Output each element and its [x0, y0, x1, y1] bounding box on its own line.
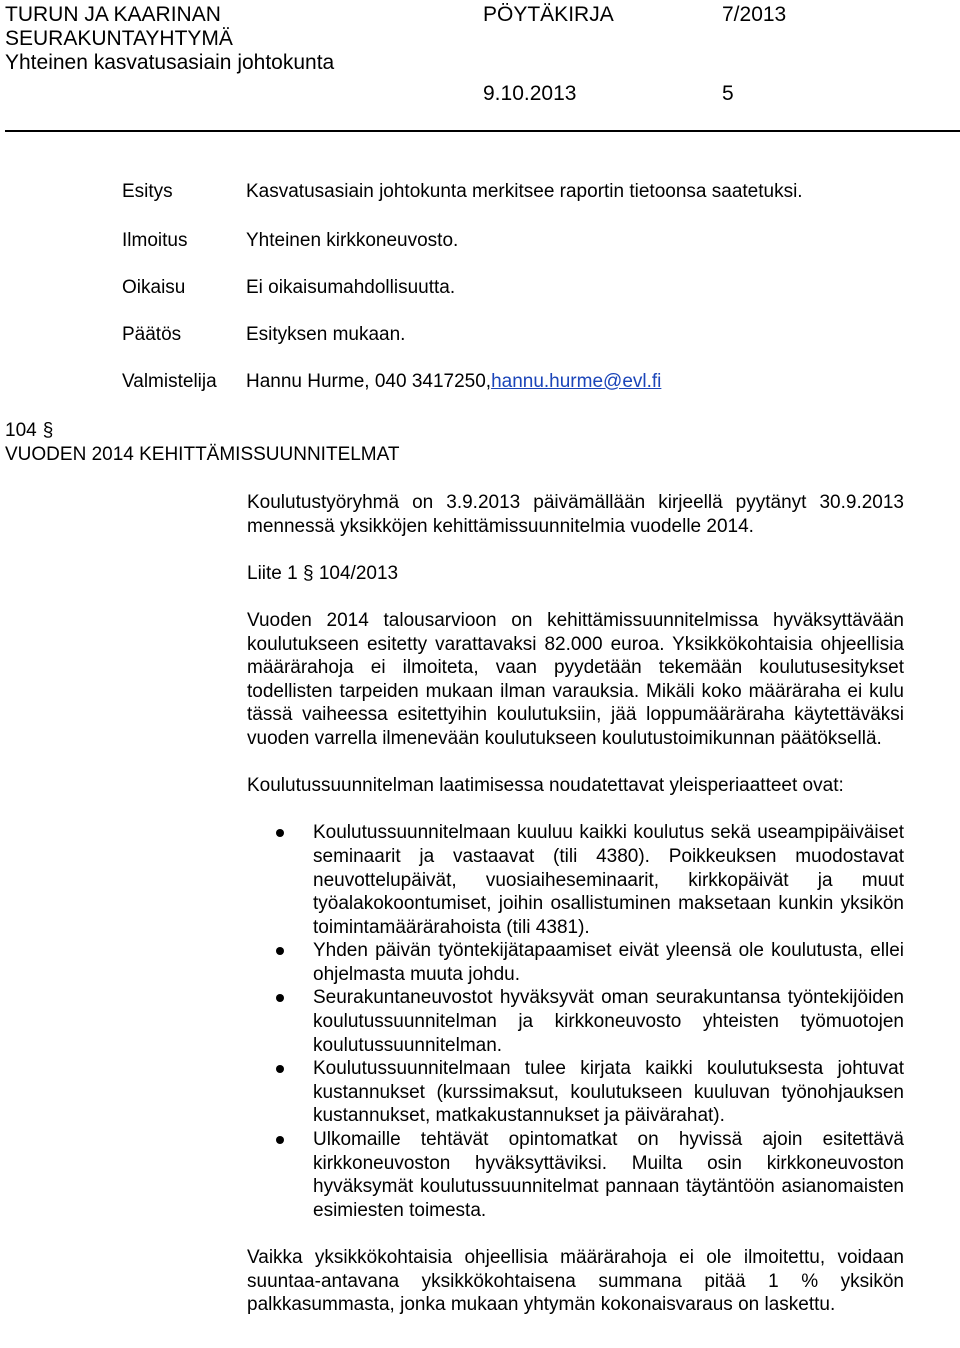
- oikaisu-label: Oikaisu: [122, 277, 186, 298]
- principles-heading: Koulutussuunnitelman laatimisessa noudatettavat yleisperiaatteet ovat:: [247, 775, 844, 797]
- list-item: [247, 821, 904, 939]
- page-number: 5: [722, 82, 734, 105]
- list-item: [247, 939, 904, 986]
- list-item: [247, 1057, 904, 1128]
- section-number: 104: [5, 420, 37, 441]
- meta-row-oikaisu: [122, 277, 455, 299]
- meeting-date: 9.10.2013: [483, 82, 577, 105]
- intro-paragraph: Koulutustyöryhmä on 3.9.2013 päivämällään kirjeellä pyytänyt 30.9.2013 mennessä yksikköjen kehittämissuunnitelmia vuodelle 2014.: [247, 492, 904, 537]
- principles-list: [247, 821, 904, 1222]
- closing-paragraph: Vaikka yksikkökohtaisia ohjeellisia määrärahoja ei ole ilmoitettu, voidaan suuntaa-antavana yksikkökohtaisena summana pitää 1 % yksikön palkkasummasta, jonka mukaan yhtymän kokonaisvaraus on laskettu.: [247, 1247, 904, 1316]
- bullet-icon: [276, 829, 284, 837]
- bullet-icon: [276, 994, 284, 1002]
- section-title: VUODEN 2014 KEHITTÄMISSUUNNITELMAT: [5, 444, 400, 465]
- valmistelija-value: Hannu Hurme, 040 3417250,: [246, 371, 492, 392]
- section-symbol: §: [42, 420, 54, 441]
- bullet-icon: [276, 1136, 284, 1144]
- meta-row-esitys: [122, 181, 803, 203]
- list-item-text: Koulutussuunnitelmaan tulee kirjata kaikki koulutuksesta johtuvat kustannukset (kurssimaksut, koulutukseen kuuluvan työnohjauksen kustannukset, matkakustannukset ja päivärahat).: [313, 1058, 904, 1127]
- header-document-info: [483, 3, 786, 27]
- meta-row-paatos: [122, 324, 405, 346]
- esitys-label: Esitys: [122, 181, 173, 202]
- org-name-line2: SEURAKUNTAYHTYMÄ: [5, 27, 233, 50]
- meta-row-ilmoitus: [122, 230, 458, 252]
- document-body: [247, 491, 904, 1317]
- bullet-icon: [276, 1065, 284, 1073]
- paatos-label: Päätös: [122, 324, 182, 345]
- budget-paragraph: Vuoden 2014 talousarvioon on kehittämissuunnitelmissa hyväksyttävään koulutukseen esitetty varattavaksi 82.000 euroa. Yksikkökohtaisia ohjeellisia määrärahoja ei ilmoiteta, vaan pyydetään tekemään koulutusesitykset todellisten tarpeiden mukaan ilman varauksia. Mikäli koko määräraha ei kulu tässä vaiheessa esitettyihin koulutuksiin, jää loppumääräraha käytettäväksi vuoden varrella ilmenevään koulutukseen koulutustoimikunnan päätöksellä.: [247, 609, 904, 749]
- list-item: [247, 1128, 904, 1222]
- ilmoitus-value: Yhteinen kirkkoneuvosto.: [246, 230, 459, 251]
- oikaisu-value: Ei oikaisumahdollisuutta.: [246, 277, 456, 298]
- list-item-text: Koulutussuunnitelmaan kuuluu kaikki koulutus sekä useampipäiväiset seminaarit ja vastaavat (tili 4380). Poikkeuksen muodostavat neuvottelupäivät, vuosiaiheseminaarit, kirkkopäivät ja muut työalakokoontumiset, joihin osallistuminen maksetaan kunkin yksikön toimintamäärärahoista (tili 4381).: [313, 822, 904, 938]
- valmistelija-label: Valmistelija: [122, 371, 217, 392]
- list-item: [247, 986, 904, 1057]
- org-name-line1: TURUN JA KAARINAN: [5, 3, 221, 26]
- meta-row-valmistelija: [122, 371, 661, 393]
- attachment-symbol: §: [302, 562, 314, 584]
- document-type: PÖYTÄKIRJA: [483, 3, 614, 26]
- header-organization: [5, 3, 334, 75]
- valmistelija-email-link[interactable]: hannu.hurme@evl.fi: [491, 371, 662, 392]
- section-number-line: [5, 420, 53, 442]
- header-divider: [5, 130, 960, 132]
- list-item-text: Yhden päivän työntekijätapaamiset eivät yleensä ole koulutusta, ellei ohjelmasta muuta johdu.: [313, 940, 904, 985]
- list-item-text: Seurakuntaneuvostot hyväksyvät oman seurakuntansa työntekijöiden koulutussuunnitelman ja kirkkoneuvosto yhteisten työmuotojen koulutussuunnitelman.: [313, 987, 904, 1056]
- esitys-value: Kasvatusasiain johtokunta merkitsee raportin tietoonsa saatetuksi.: [246, 181, 803, 202]
- ilmoitus-label: Ilmoitus: [122, 230, 188, 251]
- attachment-prefix: Liite 1: [247, 562, 298, 584]
- list-item-text: Ulkomaille tehtävät opintomatkat on hyvissä ajoin esitettävä kirkkoneuvoston hyväksyttäviksi. Muilta osin kirkkoneuvoston hyväksymät koulutussuunnitelmat pannaan täytäntöön asianomaisten esimiesten toimesta.: [313, 1129, 904, 1221]
- committee-name: Yhteinen kasvatusasiain johtokunta: [5, 51, 335, 74]
- paatos-value: Esityksen mukaan.: [246, 324, 406, 345]
- bullet-icon: [276, 947, 284, 955]
- document-number: 7/2013: [722, 3, 787, 26]
- attachment-number: 104/2013: [318, 562, 399, 584]
- attachment-reference: [247, 562, 904, 586]
